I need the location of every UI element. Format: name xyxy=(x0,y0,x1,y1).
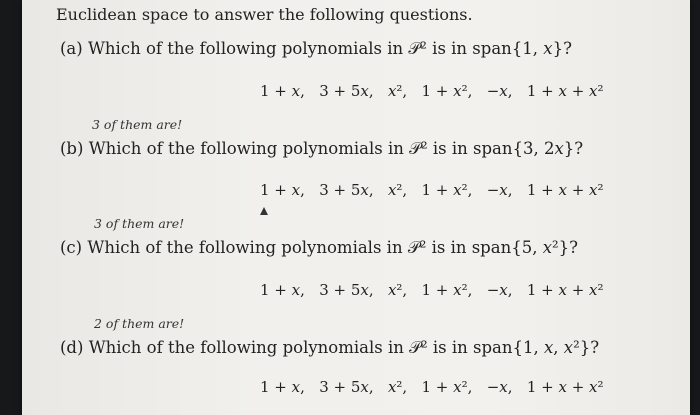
poly-6: 1 + 𝑥 + 𝑥² xyxy=(526,281,604,299)
question-a xyxy=(60,39,572,59)
poly-1: 1 + 𝑥, xyxy=(260,378,305,396)
answer-a: 3 of them are! xyxy=(92,117,183,132)
question-c-label: (c) xyxy=(60,238,83,257)
question-a-prompt: Which of the following polynomials in 𝒫² is in span{1, 𝑥}? xyxy=(87,39,572,58)
question-d xyxy=(60,338,599,358)
poly-4: 1 + 𝑥², xyxy=(421,181,473,199)
document-sheet xyxy=(22,0,690,415)
poly-5: −𝑥, xyxy=(486,181,513,199)
question-b-prompt: Which of the following polynomials in 𝒫² is in span{3, 2𝑥}? xyxy=(88,139,584,158)
question-c xyxy=(60,238,578,258)
poly-2: 3 + 5𝑥, xyxy=(319,181,374,199)
poly-3: 𝑥², xyxy=(387,82,408,100)
question-a-label: (a) xyxy=(60,39,83,58)
answer-b: 3 of them are! xyxy=(94,216,185,231)
poly-2: 3 + 5𝑥, xyxy=(319,378,374,396)
poly-6: 1 + 𝑥 + 𝑥² xyxy=(526,181,604,199)
poly-1: 1 + 𝑥, xyxy=(260,181,305,199)
poly-3: 𝑥², xyxy=(387,181,408,199)
polynomial-list-b xyxy=(260,181,604,199)
question-d-prompt: Which of the following polynomials in 𝒫² is in span{1, 𝑥, 𝑥²}? xyxy=(88,338,600,357)
polynomial-list-d xyxy=(260,378,604,396)
poly-4: 1 + 𝑥², xyxy=(421,378,473,396)
poly-5: −𝑥, xyxy=(486,281,513,299)
poly-1: 1 + 𝑥, xyxy=(260,82,305,100)
polynomial-list-c xyxy=(260,281,604,299)
answer-c: 2 of them are! xyxy=(94,316,185,331)
poly-3: 𝑥², xyxy=(387,378,408,396)
poly-2: 3 + 5𝑥, xyxy=(319,281,374,299)
question-d-label: (d) xyxy=(60,338,84,357)
intro-text: Euclidean space to answer the following questions. xyxy=(56,5,473,24)
poly-4: 1 + 𝑥², xyxy=(421,281,473,299)
poly-3: 𝑥², xyxy=(387,281,408,299)
poly-2: 3 + 5𝑥, xyxy=(319,82,374,100)
question-c-prompt: Which of the following polynomials in 𝒫² is in span{5, 𝑥²}? xyxy=(87,238,578,257)
poly-6: 1 + 𝑥 + 𝑥² xyxy=(526,82,604,100)
polynomial-list-a xyxy=(260,82,604,100)
poly-5: −𝑥, xyxy=(486,378,513,396)
question-b-label: (b) xyxy=(60,139,84,158)
poly-5: −𝑥, xyxy=(486,82,513,100)
poly-6: 1 + 𝑥 + 𝑥² xyxy=(526,378,604,396)
question-b xyxy=(60,139,583,159)
poly-1: 1 + 𝑥, xyxy=(260,281,305,299)
mouse-cursor-icon xyxy=(260,207,268,215)
poly-4: 1 + 𝑥², xyxy=(421,82,473,100)
